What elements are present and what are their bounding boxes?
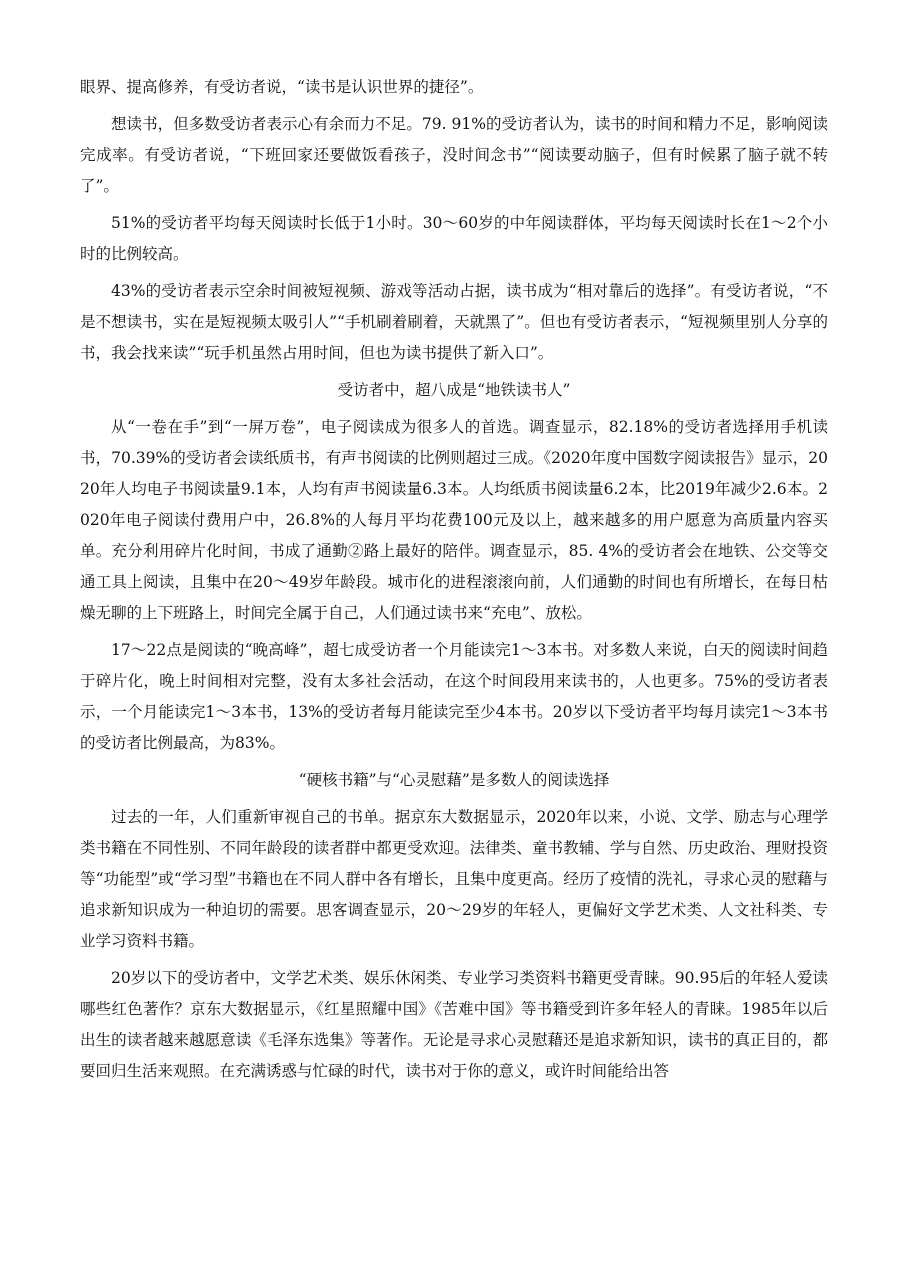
section-heading-subway-readers: 受访者中，超八成是“地铁读书人”	[337, 381, 571, 399]
paragraph-young-readers: 20岁以下的受访者中，文学艺术类、娱乐休闲类、专业学习类资料书籍更受青睐。90.95后的年轻人爱读哪些红色著作？京东大数据显示，《红星照耀中国》《苦难中国》等书籍受到许多年轻人的青睐。1985年以后出生的读者越来越愿意读《毛泽东选集》等著作。无论是寻求心灵慰藉还是追求新知识，读书的真正目的，都要回归生活来观照。在充满诱惑与忙碌的时代，读书对于你的意义，或许时间能给出答	[80, 969, 828, 1080]
article-body	[80, 72, 828, 1093]
paragraph-evening-peak: 17～22点是阅读的“晚高峰”，超七成受访者一个月能读完1～3本书。对多数人来说，白天的阅读时间趋于碎片化，晚上时间相对完整，没有太多社会活动，在这个时间段用来读书的，人也更多。75%的受访者表示，一个月能读完1～3本书，13%的受访者每月能读完至少4本书。20岁以下受访者平均每月读完1～3本书的受访者比例最高，为83%。	[80, 641, 828, 752]
paragraph-electronic-reading: 从“一卷在手”到“一屏万卷”，电子阅读成为很多人的首选。调查显示，82.18%的受访者选择用手机读书，70.39%的受访者会读纸质书，有声书阅读的比例则超过三成。《2020年度中国数字阅读报告》显示，2020年人均电子书阅读量9.1本，人均有声书阅读量6.3本。人均纸质书阅读量6.2本，比2019年减少2.6本。2020年电子阅读付费用户中，26.8%的人每月平均花费100元及以上，越来越多的用户愿意为高质量内容买单。充分利用碎片化时间，书成了通勤②路上最好的陪伴。调查显示，85. 4%的受访者会在地铁、公交等交通工具上阅读，且集中在20～49岁年龄段。城市化的进程滚滚向前，人们通勤的时间也有所增长，在每日枯燥无聊的上下班路上，时间完全属于自己，人们通过读书来“充电”、放松。	[80, 418, 828, 622]
paragraph-daily-reading-duration: 51%的受访者平均每天阅读时长低于1小时。30～60岁的中年阅读群体，平均每天阅读时长在1～2个小时的比例较高。	[80, 214, 828, 263]
paragraph-reading-time-insufficient: 想读书，但多数受访者表示心有余而力不足。79. 91%的受访者认为，读书的时间和精力不足，影响阅读完成率。有受访者说，“下班回家还要做饭看孩子，没时间念书”“阅读要动脑子，但有时候累了脑子就不转了”。	[80, 115, 828, 195]
paragraph-continuation: 眼界、提高修养，有受访者说，“读书是认识世界的捷径”。	[80, 78, 484, 96]
paragraph-short-video: 43%的受访者表示空余时间被短视频、游戏等活动占据，读书成为“相对靠后的选择”。有受访者说，“不是不想读书，实在是短视频太吸引人”“手机刷着刷着，天就黑了”。但也有受访者表示，“短视频里别人分享的书，我会找来读”“玩手机虽然占用时间，但也为读书提供了新入口”。	[80, 282, 828, 362]
paragraph-book-list-review: 过去的一年，人们重新审视自己的书单。据京东大数据显示，2020年以来，小说、文学、励志与心理学类书籍在不同性别、不同年龄段的读者群中都更受欢迎。法律类、童书教辅、学与自然、历史政治、理财投资等“功能型”或“学习型”书籍也在不同人群中各有增长，且集中度更高。经历了疫情的洗礼，寻求心灵的慰藉与追求新知识成为一种迫切的需要。思客调查显示，20～29岁的年轻人，更偏好文学艺术类、人文社科类、专业学习资料书籍。	[80, 808, 828, 950]
section-heading-reading-choices: “硬核书籍”与“心灵慰藉”是多数人的阅读选择	[298, 771, 610, 789]
